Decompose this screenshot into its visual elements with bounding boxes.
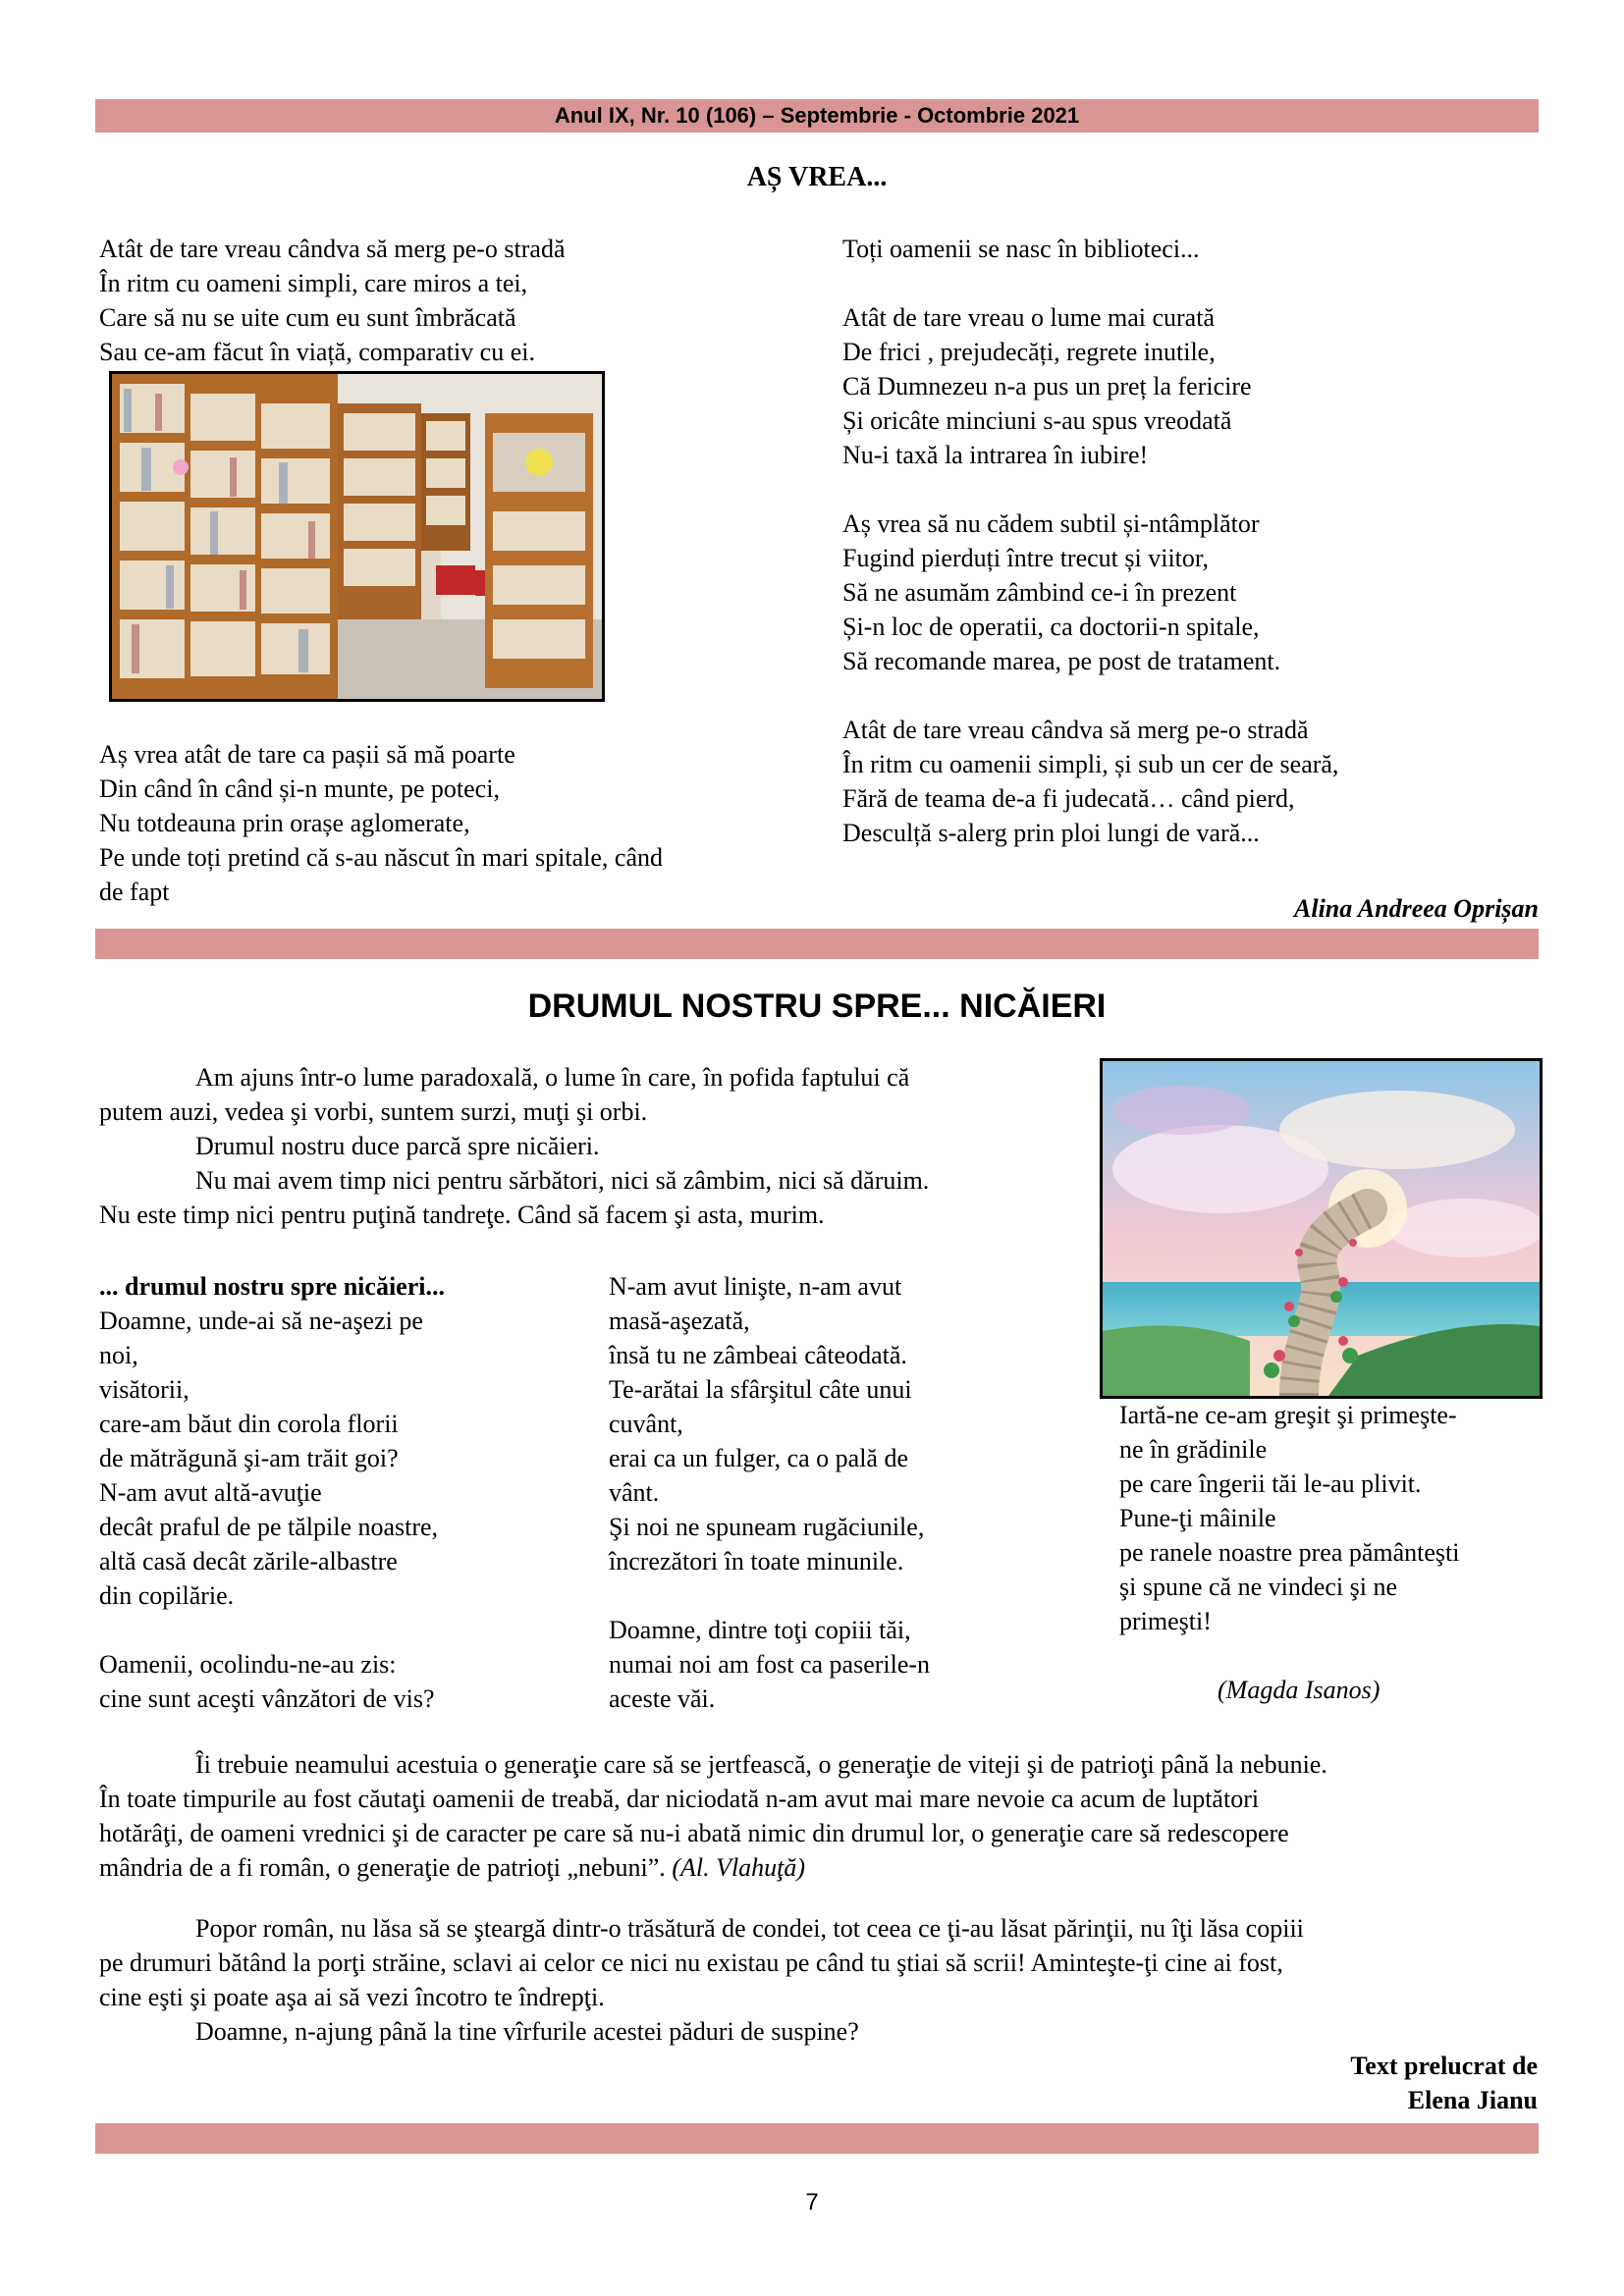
body-line: pe drumuri bătând la porţi străine, sclavi ai celor ce nici nu existau pe când tu ştiai să scrii! Aminteşte-ţi cine ai fost, — [99, 1949, 1283, 1977]
poem-line: de fapt — [99, 878, 170, 906]
body-line — [99, 1850, 1327, 1885]
body-paragraph-2 — [99, 1911, 1304, 2049]
bottom-divider — [95, 2123, 1539, 2154]
article-intro — [99, 1060, 1081, 1232]
body-line: Popor român, nu lăsa să se şteargă dintr-o trăsătură de condei, tot ceea ce ţi-au lăsat părinţii, nu îţi lăsa copiii — [195, 1914, 1304, 1943]
poem-line: Doamne, unde-ai să ne-aşezi pe — [99, 1307, 423, 1335]
poem-line: din copilărie. — [99, 1581, 235, 1610]
section-divider — [95, 929, 1539, 959]
body-line: Doamne, n-ajung până la tine vîrfurile acestei păduri de suspine? — [195, 2017, 859, 2046]
poem-line: şi spune că ne vindeci şi ne — [1119, 1573, 1398, 1601]
citation: (Al. Vlahuţă) — [672, 1853, 806, 1882]
poem-line: Atât de tare vreau o lume mai curată — [842, 303, 1215, 332]
inner-poem-column-3 — [1119, 1398, 1460, 1638]
poem-line: Și oricâte minciuni s-au spus vreodată — [842, 406, 1232, 435]
poem-line: pe care îngerii tăi le-au plivit. — [1119, 1469, 1422, 1498]
poem-line: vânt. — [609, 1478, 660, 1507]
poem-line: Atât de tare vreau cândva să merg pe-o stradă — [99, 235, 566, 263]
poem-line: În ritm cu oamenii simpli, și sub un cer de seară, — [842, 750, 1339, 778]
poem-line: primeşti! — [1119, 1607, 1212, 1635]
page-number: 7 — [805, 2189, 819, 2216]
poem-author: Alina Andreea Oprișan — [1294, 894, 1539, 923]
body-line: hotărâţi, de oameni vrednici şi de caracter pe care să nu-i abată nimic din drumul lor, o generaţie care să redescopere — [99, 1819, 1289, 1847]
poem-line: Fără de teama de-a fi judecată… când pierd, — [842, 784, 1295, 813]
stairway-painting — [1100, 1058, 1543, 1399]
poem-line: Oamenii, ocolindu-ne-au zis: — [99, 1650, 397, 1679]
poem-line: Te-arătai la sfârşitul câte unui — [609, 1375, 912, 1404]
article-title: DRUMUL NOSTRU SPRE... NICĂIERI — [527, 988, 1107, 1025]
poem-line: Nu-i taxă la intrarea în iubire! — [842, 441, 1149, 469]
poem-title: AȘ VREA... — [746, 162, 888, 192]
poem-line: Atât de tare vreau cândva să merg pe-o stradă — [842, 716, 1309, 744]
poem-line: erai ca un fulger, ca o pală de — [609, 1444, 909, 1472]
poem-line: numai noi am fost ca paserile-n — [609, 1650, 931, 1679]
poem-line: Pe unde toți pretind că s-au născut în mari spitale, când — [99, 843, 663, 872]
poem-line: De frici , prejudecăți, regrete inutile, — [842, 338, 1216, 366]
poem-line: decât praful de pe tălpile noastre, — [99, 1513, 439, 1541]
poem-line: În ritm cu oameni simpli, care miros a tei, — [99, 269, 528, 297]
poem-line: Din când în când și-n munte, pe poteci, — [99, 774, 500, 803]
poem-line: care-am băut din corola florii — [99, 1410, 399, 1438]
poem-line: N-am avut linişte, n-am avut — [609, 1272, 902, 1301]
poem-left-stanza-2 — [99, 737, 663, 909]
poem-line: Aș vrea să nu cădem subtil și-ntâmplător — [842, 509, 1260, 538]
poem-line: de mătrăgună şi-am trăit goi? — [99, 1444, 399, 1472]
intro-line: Nu mai avem timp nici pentru sărbători, nici să zâmbim, nici să dăruim. — [195, 1166, 930, 1195]
intro-line: putem auzi, vedea şi vorbi, suntem surzi, muţi şi orbi. — [99, 1097, 648, 1126]
poem-line: Nu totdeauna prin orașe aglomerate, — [99, 809, 470, 837]
poem-line: Sau ce-am făcut în viață, comparativ cu ei. — [99, 338, 535, 366]
intro-line: Drumul nostru duce parcă spre nicăieri. — [195, 1132, 600, 1160]
poem-line: Și-n loc de operatii, ca doctorii-n spitale, — [842, 613, 1260, 641]
stairway-to-sky-illustration — [1103, 1061, 1540, 1396]
inner-poem-column-2 — [609, 1269, 930, 1716]
intro-line: Nu este timp nici pentru puţină tandreţe. Când să facem şi asta, murim. — [99, 1201, 825, 1229]
library-photo — [109, 371, 605, 702]
credit-line: Elena Jianu — [1407, 2086, 1538, 2114]
poem-line: Să recomande marea, pe post de tratament. — [842, 647, 1281, 675]
library-bookshelves-illustration — [112, 374, 602, 699]
poem-line: ne în grădinile — [1119, 1435, 1268, 1464]
inner-poem-column-1 — [99, 1304, 438, 1716]
poem-right-column — [842, 232, 1338, 850]
poem-line: visătorii, — [99, 1375, 189, 1404]
inner-poem-author: (Magda Isanos) — [1218, 1676, 1380, 1704]
poem-line: aceste văi. — [609, 1684, 716, 1713]
poem-left-stanza-1 — [99, 232, 566, 369]
poem-line: Că Dumnezeu n-a pus un preț la fericire — [842, 372, 1252, 400]
body-line: cine eşti şi poate aşa ai să vezi încotro te îndrepţi. — [99, 1983, 605, 2011]
poem-line: cine sunt aceşti vânzători de vis? — [99, 1684, 435, 1713]
issue-header-bar — [95, 99, 1539, 133]
poem-line: Şi noi ne spuneam rugăciunile, — [609, 1513, 925, 1541]
poem-line: Pune-ţi mâinile — [1119, 1504, 1276, 1532]
poem-line: Care să nu se uite cum eu sunt îmbrăcată — [99, 303, 516, 332]
body-paragraph-1 — [99, 1747, 1327, 1885]
inner-poem-heading: ... drumul nostru spre nicăieri... — [99, 1272, 445, 1301]
article-credit — [1350, 2049, 1538, 2117]
poem-line: însă tu ne zâmbeai câteodată. — [609, 1341, 907, 1369]
poem-line: Desculță s-alerg prin ploi lungi de vară... — [842, 819, 1260, 847]
poem-line: Aș vrea atât de tare ca pașii să mă poarte — [99, 740, 515, 769]
poem-line: cuvânt, — [609, 1410, 683, 1438]
poem-line: Fugind pierduți între trecut și viitor, — [842, 544, 1210, 572]
body-line: Îi trebuie neamului acestuia o generaţie care să se jertfească, o generaţie de viteji şi de patrioţi până la nebunie. — [195, 1750, 1327, 1779]
poem-line: masă-aşezată, — [609, 1307, 750, 1335]
intro-line: Am ajuns într-o lume paradoxală, o lume în care, în pofida faptului că — [195, 1063, 910, 1092]
poem-line: altă casă decât zările-albastre — [99, 1547, 398, 1575]
poem-line: Iartă-ne ce-am greşit şi primeşte- — [1119, 1401, 1457, 1429]
poem-line: N-am avut altă-avuţie — [99, 1478, 322, 1507]
body-line-text: mândria de a fi român, o generaţie de patrioţi „nebuni”. — [99, 1853, 666, 1882]
poem-line: Toți oamenii se nasc în biblioteci... — [842, 235, 1200, 263]
poem-line: Să ne asumăm zâmbind ce-i în prezent — [842, 578, 1237, 607]
poem-line: încrezători în toate minunile. — [609, 1547, 904, 1575]
poem-line: noi, — [99, 1341, 138, 1369]
body-line: În toate timpurile au fost căutaţi oamenii de treabă, dar niciodată n-am avut mai mare nevoie ca acum de luptători — [99, 1785, 1260, 1813]
poem-line: pe ranele noastre prea pământeşti — [1119, 1538, 1460, 1567]
poem-line: Doamne, dintre toţi copiii tăi, — [609, 1616, 911, 1644]
issue-header-text: Anul IX, Nr. 10 (106) – Septembrie - Octombrie 2021 — [554, 103, 1080, 128]
credit-line: Text prelucrat de — [1350, 2052, 1538, 2080]
